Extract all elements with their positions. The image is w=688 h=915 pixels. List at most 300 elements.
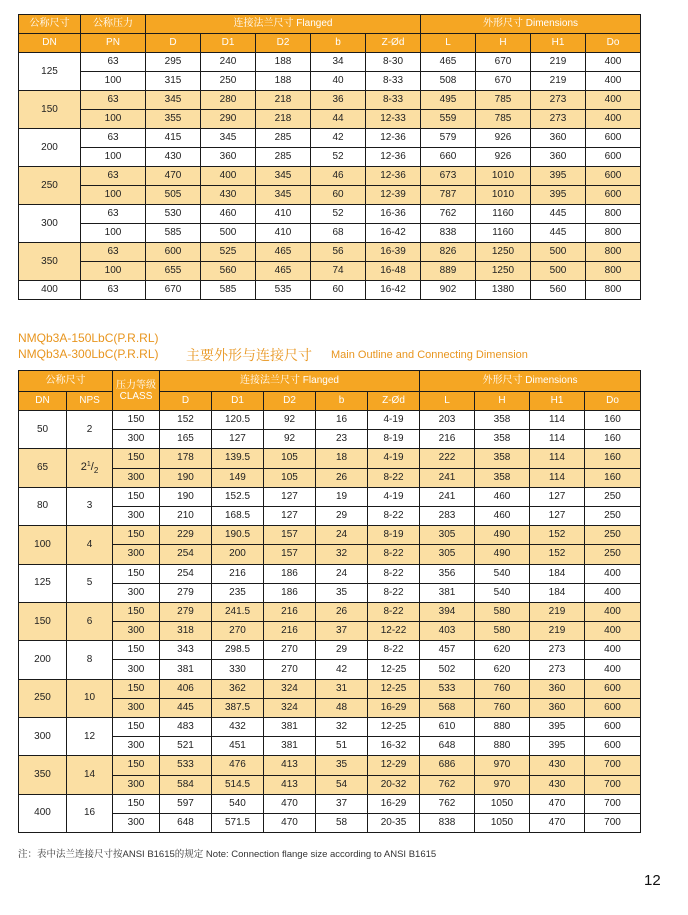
col-header-8: Do (586, 34, 641, 53)
value-cell: 219 (530, 602, 585, 621)
value-cell: 395 (530, 718, 585, 737)
dn-cell: 300 (19, 205, 81, 243)
class-cell: 300 (113, 660, 160, 679)
class-cell: 150 (113, 602, 160, 621)
value-cell: 190 (160, 468, 212, 487)
value-cell: 360 (530, 679, 585, 698)
dn-header-cn: 公称尺寸 (19, 15, 81, 34)
value-cell: 670 (146, 281, 201, 300)
dn-cell: 200 (19, 641, 67, 679)
nps-cell: 3 (67, 487, 113, 525)
value-cell: 345 (201, 129, 256, 148)
value-cell: 762 (420, 794, 475, 813)
table-row (19, 698, 641, 717)
value-cell: 26 (316, 468, 368, 487)
value-cell: 1160 (476, 205, 531, 224)
table-row (19, 110, 641, 129)
size-header-cn: 公称尺寸 (19, 371, 113, 392)
table-row (19, 602, 641, 621)
class-cell: 300 (113, 698, 160, 717)
value-cell: 580 (475, 602, 530, 621)
value-cell: 273 (530, 641, 585, 660)
value-cell: 648 (160, 813, 212, 832)
value-cell: 406 (160, 679, 212, 698)
pn-cell: 100 (81, 224, 146, 243)
table-row (19, 622, 641, 641)
table-row (19, 224, 641, 243)
value-cell: 1380 (476, 281, 531, 300)
value-cell: 400 (585, 564, 641, 583)
value-cell: 670 (476, 72, 531, 91)
value-cell: 620 (475, 660, 530, 679)
class-cell: 150 (113, 526, 160, 545)
table-row (19, 737, 641, 756)
value-cell: 152.5 (212, 487, 264, 506)
table-row (19, 468, 641, 487)
value-cell: 460 (475, 487, 530, 506)
value-cell: 559 (421, 110, 476, 129)
value-cell: 16-29 (368, 794, 420, 813)
value-cell: 52 (311, 205, 366, 224)
value-cell: 400 (585, 660, 641, 679)
value-cell: 358 (475, 468, 530, 487)
page-number: 12 (644, 872, 661, 889)
value-cell: 105 (264, 468, 316, 487)
class-cell: 300 (113, 545, 160, 564)
value-cell: 8-33 (366, 72, 421, 91)
value-cell: 270 (264, 641, 316, 660)
value-cell: 490 (475, 545, 530, 564)
value-cell: 400 (585, 641, 641, 660)
class-cell: 300 (113, 506, 160, 525)
value-cell: 8-22 (368, 468, 420, 487)
table-row (19, 545, 641, 564)
value-cell: 445 (531, 205, 586, 224)
value-cell: 358 (475, 449, 530, 468)
value-cell: 186 (264, 564, 316, 583)
col-header-2: D2 (264, 392, 316, 411)
value-cell: 16 (316, 411, 368, 430)
table-row (19, 679, 641, 698)
class-cell: 150 (113, 487, 160, 506)
value-cell: 235 (212, 583, 264, 602)
pn-dimension-table (18, 14, 641, 300)
nps-denominator: 2 (93, 466, 99, 476)
value-cell: 250 (201, 72, 256, 91)
value-cell: 648 (420, 737, 475, 756)
value-cell: 600 (585, 679, 641, 698)
value-cell: 160 (585, 449, 641, 468)
table-row (19, 660, 641, 679)
value-cell: 29 (316, 641, 368, 660)
pn-cell: 100 (81, 110, 146, 129)
value-cell: 305 (420, 545, 475, 564)
class-cell: 300 (113, 430, 160, 449)
value-cell: 279 (160, 583, 212, 602)
value-cell: 700 (585, 756, 641, 775)
value-cell: 600 (586, 148, 641, 167)
class-cell: 150 (113, 641, 160, 660)
value-cell: 600 (585, 698, 641, 717)
table-row (19, 526, 641, 545)
dn-cell: 350 (19, 756, 67, 794)
value-cell: 46 (311, 167, 366, 186)
value-cell: 216 (420, 430, 475, 449)
value-cell: 413 (264, 775, 316, 794)
value-cell: 800 (586, 281, 641, 300)
dn-cell: 400 (19, 281, 81, 300)
value-cell: 184 (530, 583, 585, 602)
value-cell: 157 (264, 545, 316, 564)
value-cell: 430 (530, 756, 585, 775)
value-cell: 35 (316, 583, 368, 602)
value-cell: 241 (420, 487, 475, 506)
value-cell: 216 (212, 564, 264, 583)
value-cell: 127 (264, 506, 316, 525)
value-cell: 580 (475, 622, 530, 641)
model-code-150: NMQb3A-150LbC(P.R.RL) (18, 331, 159, 345)
value-cell: 470 (530, 794, 585, 813)
value-cell: 8-30 (366, 53, 421, 72)
value-cell: 926 (476, 129, 531, 148)
value-cell: 381 (420, 583, 475, 602)
value-cell: 283 (420, 506, 475, 525)
value-cell: 540 (475, 583, 530, 602)
value-cell: 8-22 (368, 506, 420, 525)
value-cell: 495 (421, 91, 476, 110)
class-header (113, 371, 160, 411)
value-cell: 970 (475, 756, 530, 775)
nps-whole: 2 (80, 460, 87, 473)
value-cell: 760 (475, 679, 530, 698)
value-cell: 241.5 (212, 602, 264, 621)
col-header-3: b (311, 34, 366, 53)
class-cell: 150 (113, 449, 160, 468)
class-header-en: CLASS (119, 390, 153, 402)
table-row (19, 718, 641, 737)
table-row (19, 91, 641, 110)
value-cell: 826 (421, 243, 476, 262)
value-cell: 476 (212, 756, 264, 775)
value-cell: 92 (264, 430, 316, 449)
value-cell: 32 (316, 545, 368, 564)
value-cell: 8-19 (368, 526, 420, 545)
value-cell: 686 (420, 756, 475, 775)
value-cell: 250 (585, 545, 641, 564)
col-header-7: H1 (530, 392, 585, 411)
value-cell: 445 (160, 698, 212, 717)
value-cell: 413 (264, 756, 316, 775)
value-cell: 470 (264, 794, 316, 813)
col-header-4: Z-Ød (368, 392, 420, 411)
value-cell: 8-22 (368, 583, 420, 602)
pn-cell: 63 (81, 205, 146, 224)
nps-cell: 4 (67, 526, 113, 564)
value-cell: 127 (212, 430, 264, 449)
dn-cell: 150 (19, 91, 81, 129)
value-cell: 540 (475, 564, 530, 583)
value-cell: 400 (585, 602, 641, 621)
value-cell: 8-22 (368, 564, 420, 583)
value-cell: 295 (146, 53, 201, 72)
value-cell: 16-42 (366, 224, 421, 243)
value-cell: 241 (420, 468, 475, 487)
value-cell: 114 (530, 468, 585, 487)
value-cell: 360 (531, 148, 586, 167)
class-cell: 150 (113, 718, 160, 737)
dn-cell: 200 (19, 129, 81, 167)
value-cell: 120.5 (212, 411, 264, 430)
flanged-header: 连接法兰尺寸 Flanged (146, 15, 421, 34)
fraction-slash: / (90, 460, 94, 473)
value-cell: 74 (311, 262, 366, 281)
dn-cell: 80 (19, 487, 67, 525)
table-row (19, 411, 641, 430)
col-header-5: L (421, 34, 476, 53)
value-cell: 16-29 (368, 698, 420, 717)
class-cell: 150 (113, 794, 160, 813)
value-cell: 568 (420, 698, 475, 717)
value-cell: 430 (201, 186, 256, 205)
value-cell: 8-22 (368, 602, 420, 621)
value-cell: 525 (201, 243, 256, 262)
value-cell: 571.5 (212, 813, 264, 832)
col-header-3: b (316, 392, 368, 411)
value-cell: 530 (146, 205, 201, 224)
value-cell: 394 (420, 602, 475, 621)
col-header-1: D1 (201, 34, 256, 53)
value-cell: 12-22 (368, 622, 420, 641)
value-cell: 584 (160, 775, 212, 794)
value-cell: 250 (585, 506, 641, 525)
table-row (19, 506, 641, 525)
table-row (19, 53, 641, 72)
dn-cell: 250 (19, 167, 81, 205)
dimensions-header: 外形尺寸 Dimensions (420, 371, 641, 392)
pn-cell: 100 (81, 148, 146, 167)
value-cell: 127 (530, 506, 585, 525)
value-cell: 12-36 (366, 148, 421, 167)
table-row (19, 756, 641, 775)
value-cell: 152 (530, 545, 585, 564)
value-cell: 23 (316, 430, 368, 449)
dn-cell: 65 (19, 449, 67, 487)
value-cell: 600 (586, 129, 641, 148)
value-cell: 500 (531, 262, 586, 281)
value-cell: 785 (476, 110, 531, 129)
col-header-0: D (146, 34, 201, 53)
value-cell: 200 (212, 545, 264, 564)
value-cell: 20-32 (368, 775, 420, 794)
value-cell: 52 (311, 148, 366, 167)
value-cell: 188 (256, 72, 311, 91)
value-cell: 285 (256, 148, 311, 167)
value-cell: 585 (146, 224, 201, 243)
value-cell: 160 (585, 430, 641, 449)
value-cell: 521 (160, 737, 212, 756)
value-cell: 800 (586, 243, 641, 262)
value-cell: 16-32 (368, 737, 420, 756)
value-cell: 345 (256, 186, 311, 205)
class-cell: 300 (113, 583, 160, 602)
pn-cell: 63 (81, 91, 146, 110)
value-cell: 800 (586, 205, 641, 224)
col-header-0: D (160, 392, 212, 411)
value-cell: 330 (212, 660, 264, 679)
col-header-8: Do (585, 392, 641, 411)
value-cell: 8-22 (368, 545, 420, 564)
nps-cell: 16 (67, 794, 113, 832)
value-cell: 410 (256, 205, 311, 224)
value-cell: 216 (264, 602, 316, 621)
value-cell: 184 (530, 564, 585, 583)
value-cell: 203 (420, 411, 475, 430)
value-cell: 400 (586, 53, 641, 72)
value-cell: 8-33 (366, 91, 421, 110)
pn-cell: 63 (81, 281, 146, 300)
col-header-1: D1 (212, 392, 264, 411)
value-cell: 56 (311, 243, 366, 262)
value-cell: 400 (586, 91, 641, 110)
pn-header: PN (81, 34, 146, 53)
value-cell: 415 (146, 129, 201, 148)
col-header-6: H (476, 34, 531, 53)
value-cell: 560 (531, 281, 586, 300)
value-cell: 219 (530, 622, 585, 641)
value-cell: 34 (311, 53, 366, 72)
pn-cell: 63 (81, 243, 146, 262)
pn-cell: 100 (81, 262, 146, 281)
value-cell: 533 (160, 756, 212, 775)
value-cell: 560 (201, 262, 256, 281)
value-cell: 432 (212, 718, 264, 737)
value-cell: 395 (530, 737, 585, 756)
value-cell: 218 (256, 110, 311, 129)
value-cell: 470 (146, 167, 201, 186)
value-cell: 533 (420, 679, 475, 698)
value-cell: 35 (316, 756, 368, 775)
value-cell: 178 (160, 449, 212, 468)
table-row (19, 281, 641, 300)
table-row (19, 449, 641, 468)
value-cell: 318 (160, 622, 212, 641)
value-cell: 465 (256, 243, 311, 262)
value-cell: 540 (212, 794, 264, 813)
value-cell: 60 (311, 281, 366, 300)
value-cell: 219 (531, 72, 586, 91)
value-cell: 31 (316, 679, 368, 698)
value-cell: 381 (160, 660, 212, 679)
value-cell: 400 (586, 72, 641, 91)
value-cell: 42 (311, 129, 366, 148)
value-cell: 285 (256, 129, 311, 148)
value-cell: 597 (160, 794, 212, 813)
value-cell: 149 (212, 468, 264, 487)
value-cell: 600 (586, 186, 641, 205)
class-cell: 300 (113, 775, 160, 794)
value-cell: 12-36 (366, 129, 421, 148)
value-cell: 157 (264, 526, 316, 545)
value-cell: 250 (585, 526, 641, 545)
value-cell: 660 (421, 148, 476, 167)
table-row (19, 262, 641, 281)
value-cell: 20-35 (368, 813, 420, 832)
value-cell: 762 (420, 775, 475, 794)
section-title-cn: 主要外形与连接尺寸 (186, 347, 312, 363)
class-cell: 300 (113, 622, 160, 641)
class-cell: 300 (113, 813, 160, 832)
value-cell: 762 (421, 205, 476, 224)
value-cell: 445 (531, 224, 586, 243)
value-cell: 280 (201, 91, 256, 110)
value-cell: 4-19 (368, 411, 420, 430)
value-cell: 254 (160, 564, 212, 583)
value-cell: 362 (212, 679, 264, 698)
table-row (19, 641, 641, 660)
value-cell: 12-29 (368, 756, 420, 775)
value-cell: 12-25 (368, 660, 420, 679)
value-cell: 838 (421, 224, 476, 243)
value-cell: 152 (530, 526, 585, 545)
value-cell: 403 (420, 622, 475, 641)
value-cell: 970 (475, 775, 530, 794)
nps-cell: 12 (67, 718, 113, 756)
value-cell: 430 (530, 775, 585, 794)
nps-header: NPS (67, 392, 113, 411)
value-cell: 16-36 (366, 205, 421, 224)
value-cell: 273 (531, 110, 586, 129)
table-row (19, 583, 641, 602)
value-cell: 800 (586, 262, 641, 281)
dn-header: DN (19, 392, 67, 411)
value-cell: 460 (201, 205, 256, 224)
table-row (19, 167, 641, 186)
value-cell: 410 (256, 224, 311, 243)
value-cell: 32 (316, 718, 368, 737)
value-cell: 838 (420, 813, 475, 832)
value-cell: 152 (160, 411, 212, 430)
section-title-en: Main Outline and Connecting Dimension (331, 349, 528, 361)
value-cell: 700 (585, 794, 641, 813)
dn-cell: 400 (19, 794, 67, 832)
value-cell: 16-48 (366, 262, 421, 281)
value-cell: 188 (256, 53, 311, 72)
value-cell: 324 (264, 679, 316, 698)
pn-cell: 63 (81, 167, 146, 186)
class-cell: 300 (113, 737, 160, 756)
value-cell: 465 (256, 262, 311, 281)
value-cell: 655 (146, 262, 201, 281)
pn-header-cn: 公称压力 (81, 15, 146, 34)
value-cell: 58 (316, 813, 368, 832)
value-cell: 186 (264, 583, 316, 602)
pn-cell: 63 (81, 129, 146, 148)
value-cell: 345 (256, 167, 311, 186)
value-cell: 395 (531, 186, 586, 205)
value-cell: 114 (530, 449, 585, 468)
value-cell: 490 (475, 526, 530, 545)
value-cell: 926 (476, 148, 531, 167)
value-cell: 127 (264, 487, 316, 506)
value-cell: 114 (530, 430, 585, 449)
value-cell: 218 (256, 91, 311, 110)
value-cell: 700 (585, 775, 641, 794)
dn-header: DN (19, 34, 81, 53)
value-cell: 470 (264, 813, 316, 832)
table-row (19, 487, 641, 506)
value-cell: 139.5 (212, 449, 264, 468)
value-cell: 315 (146, 72, 201, 91)
